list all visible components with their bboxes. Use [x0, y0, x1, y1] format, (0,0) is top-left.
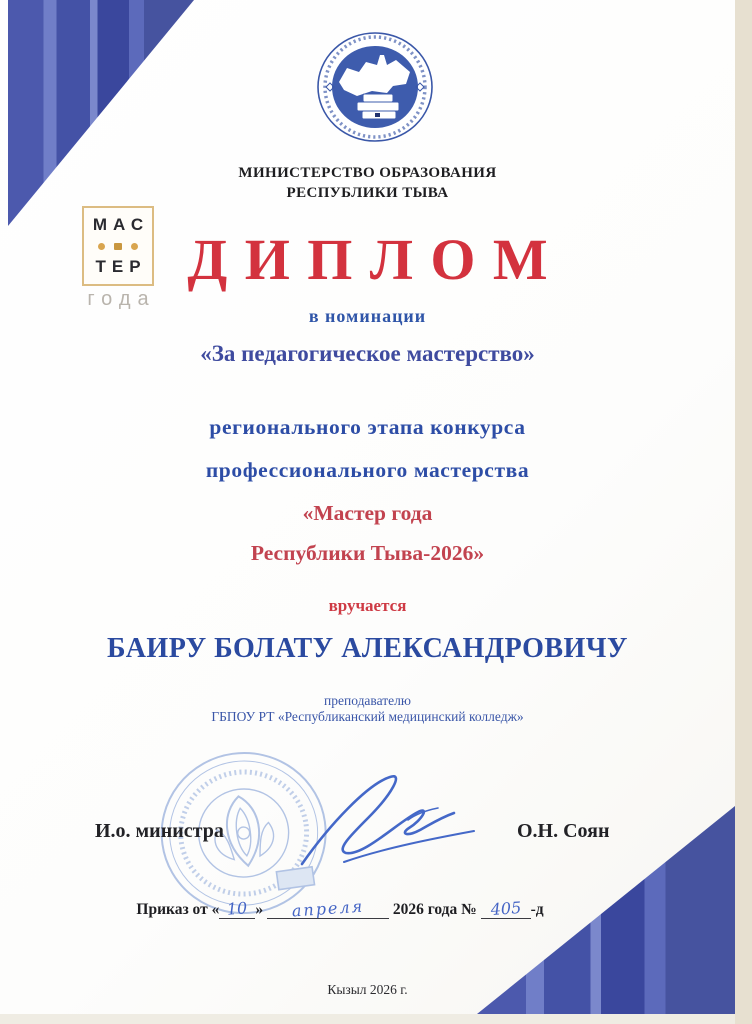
logo-row1: МАС [92, 215, 150, 235]
photo-background-edge-bottom [0, 1014, 735, 1024]
contest-line1: регионального этапа конкурса [209, 415, 526, 439]
recipient-organization: ГБПОУ РТ «Республиканский медицинский колледж» [211, 709, 524, 724]
signer-name: О.Н. Соян [517, 820, 610, 842]
minister-signature [288, 768, 488, 883]
order-day-blank [219, 898, 255, 919]
nomination-label: в номинации [308, 306, 427, 326]
footer-city-year: Кызыл 2026 г. [327, 982, 408, 997]
order-after-day: » [255, 901, 267, 918]
order-line [0, 896, 680, 921]
recipient-name: БАИРУ БОЛАТУ АЛЕКСАНДРОВИЧУ [107, 633, 628, 664]
contest-name-line1: «Мастер года [302, 501, 433, 525]
order-number-blank [481, 897, 531, 920]
order-number-handwritten: 405 [489, 897, 522, 920]
order-suffix: -д [530, 901, 544, 918]
ministry-line1: МИНИСТЕРСТВО ОБРАЗОВАНИЯ [238, 165, 497, 181]
contest-line2: профессионального мастерства [205, 458, 530, 482]
recipient-position: преподавателю [324, 693, 411, 708]
ministry-line2: РЕСПУБЛИКИ ТЫВА [286, 185, 449, 202]
diploma-title: ДИПЛОМ [187, 227, 565, 292]
order-month-blank [267, 896, 389, 921]
logo-row2: ТЕР [95, 256, 147, 276]
ministry-emblem-icon [314, 30, 436, 149]
logo-caption: года [87, 288, 156, 310]
photo-background-edge-right [735, 0, 752, 1024]
nomination-value: «За педагогическое мастерство» [200, 341, 535, 366]
awarded-label: вручается [328, 596, 407, 615]
contest-name-line2: Республики Тыва-2026» [250, 541, 485, 565]
order-prefix: Приказ от « [136, 901, 220, 918]
signer-title: И.о. министра [95, 820, 224, 842]
order-month-handwritten: апреля [291, 896, 365, 921]
order-day-handwritten: 10 [226, 898, 249, 919]
ministry-name [0, 163, 735, 204]
order-middle: 2026 года № [388, 901, 481, 918]
